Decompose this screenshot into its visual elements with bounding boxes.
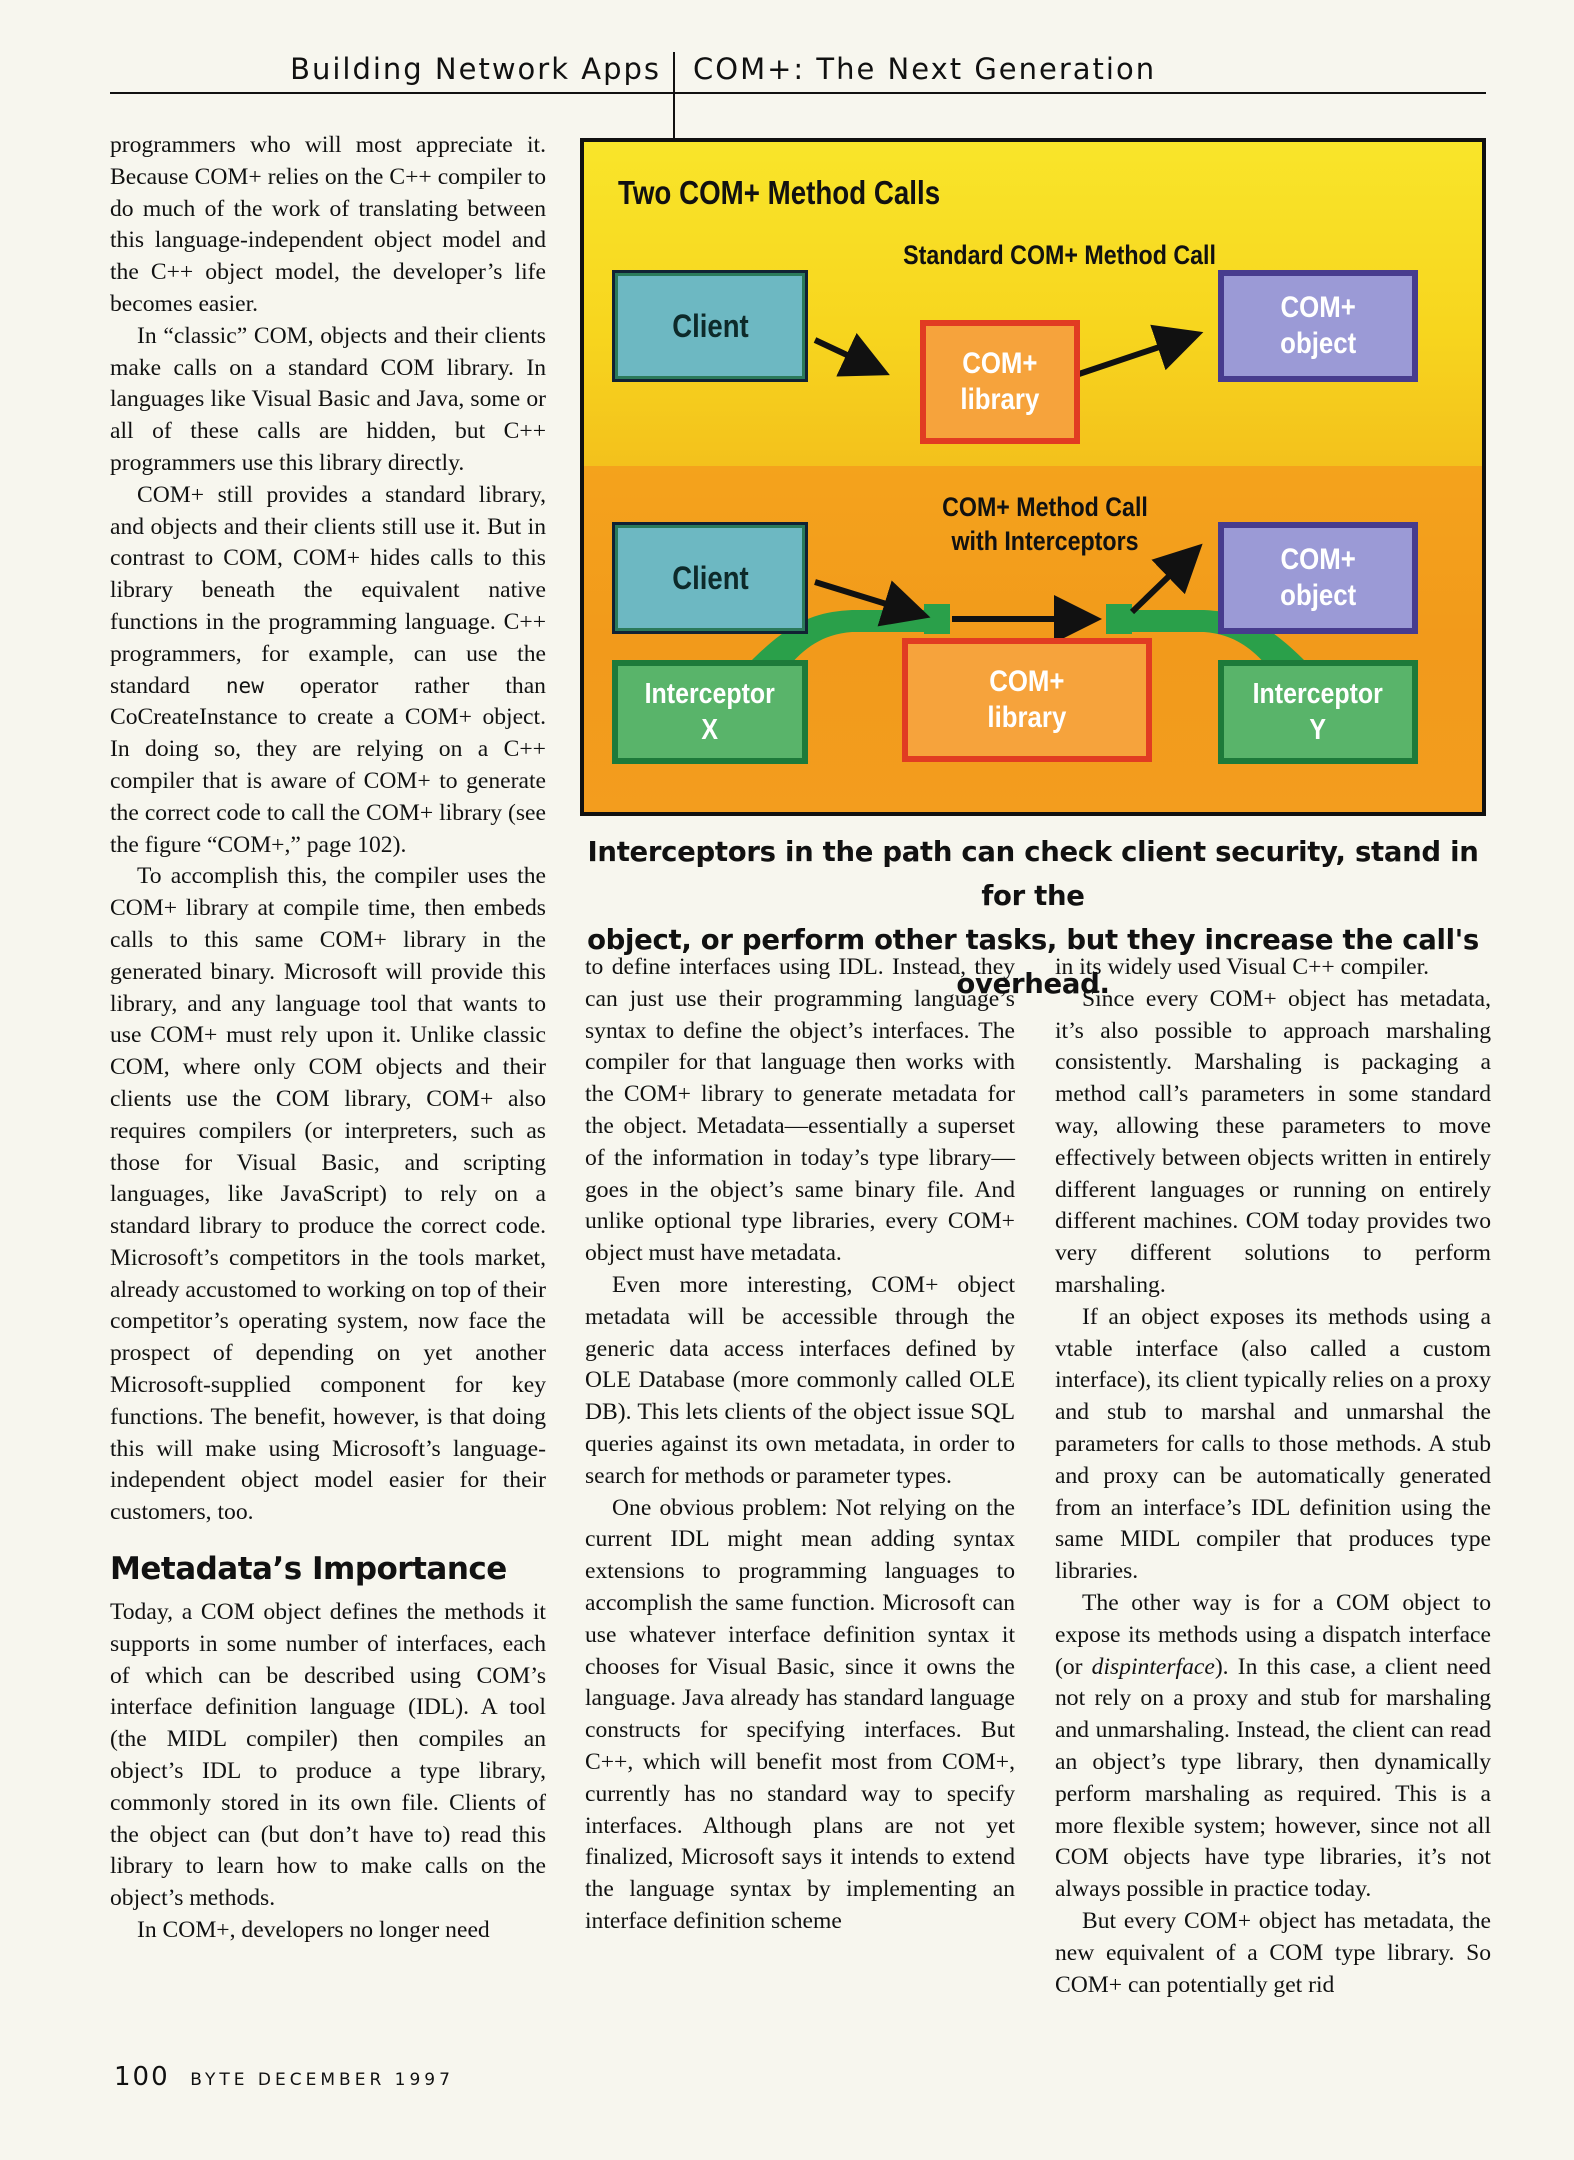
paragraph: The other way is for a COM object to expose its methods using a dispatch interface (or dispinterface). In this case, a client need not rely on a proxy and stub for marshaling and unmarshaling. Instead, the client can read an object’s type library, then dynamically perform marshaling as required. This is a more flexible system; however, since not all COM objects have type libraries, it’s not always possible in practice today. — [1055, 1589, 1491, 1903]
com-object-box-top: COM+ object — [1218, 270, 1418, 382]
emphasis: dispinterface — [1091, 1653, 1215, 1680]
paragraph: in its widely used Visual C++ compiler. — [1055, 954, 1430, 980]
paragraph: Since every COM+ object has metadata, it’s also possible to approach marshaling consistently. Marshaling is packaging a method call’s parameters in some standard way, allowing these parameters to move effectively between objects written in entirely different languages or running on entirely different machines. COM today provides two very different solutions to perform marshaling. — [1055, 985, 1491, 1298]
client-box-top: Client — [612, 270, 808, 382]
figure-caption: Interceptors in the path can check client security, stand in for the object, or perform other tasks, but they increase the call's overhead. — [587, 836, 1479, 1000]
article-title: COM+: The Next Generation — [693, 52, 1157, 86]
paragraph: to define interfaces using IDL. Instead, they can just use their programming language’s syntax to define the object’s interfaces. The compiler for that language then works with the COM+ library to generate metadata for the object. Metadata—essentially a superset of the information in today’s type library—goes in the object’s same binary file. And unlike optional type libraries, every COM+ object must have metadata. — [585, 954, 1015, 1267]
page-number: 100 — [114, 2062, 170, 2092]
com-library-box-top: COM+ library — [920, 320, 1080, 444]
magazine-issue: BYTE DECEMBER 1997 — [190, 2070, 454, 2090]
figure-title: Two COM+ Method Calls — [618, 174, 941, 211]
figure-com-method-calls — [580, 138, 1486, 816]
interceptor-port-right — [1106, 604, 1132, 634]
standard-call-label: Standard COM+ Method Call — [903, 240, 1216, 270]
section-heading: Metadata’s Importance — [110, 1551, 507, 1588]
interceptor-call-label: COM+ Method Call with Interceptors — [942, 492, 1148, 556]
com-object-box-bottom: COM+ object — [1218, 522, 1418, 634]
column-3 — [1055, 952, 1491, 2001]
paragraph: To accomplish this, the compiler uses the COM+ library at compile time, then embeds calls to this same COM+ library in the generated binary. Microsoft will provide this library, and any language tool that wants to use COM+ must rely upon it. Unlike classic COM, where only COM objects and their clients use the COM library, COM+ also requires compilers (or interpreters, such as those for Visual Basic, and scripting languages, like JavaScript) to rely on a standard library to produce the correct code. Microsoft’s competitors in the tools market, already accustomed to working on top of their competitor’s operating system, now face the prospect of depending on yet another Microsoft-supplied component for key functions. The benefit, however, is that doing this will make using Microsoft’s language-independent object model easier for their customers, too. — [110, 863, 546, 1526]
paragraph: Today, a COM object defines the methods it supports in some number of interfaces, each of which can be described using COM’s interface definition language (IDL). A tool (the MIDL compiler) then compiles an object’s IDL to produce a type library, commonly stored in its own file. Clients of the object can (but don’t have to) read this library to learn how to make calls on the object’s methods. — [110, 1599, 546, 1912]
arrow-library-to-object — [1079, 336, 1192, 374]
header-rule — [110, 92, 1486, 94]
com-library-box-bottom: COM+ library — [902, 638, 1152, 762]
arrow-client-to-library — [815, 340, 879, 370]
header-divider — [673, 52, 675, 144]
paragraph: programmers who will most appreciate it. Because COM+ relies on the C++ compiler to do much of the work of translating between this language-independent object model and the C++ object model, the developer’s life becomes easier. — [110, 132, 546, 317]
paragraph: In COM+, developers no longer need — [137, 1917, 490, 1944]
arrow-client-to-interceptor — [815, 582, 919, 614]
column-2 — [585, 952, 1015, 1938]
code-keyword: new — [225, 673, 264, 698]
arrow-interceptor-to-object — [1132, 552, 1194, 612]
section-title: Building Network Apps — [290, 52, 661, 86]
paragraph: COM+ still provides a standard library, and objects and their clients still use it. But in contrast to COM, COM+ hides calls to this library beneath the equivalent native functions in the programming language. C++ programmers, for example, can use the standard new operator rather than CoCreateInstance to create a COM+ object. In doing so, they are relying on a C++ compiler that is aware of COM+ to generate the correct code to call the COM+ library (see the figure “COM+,” page 102). — [110, 481, 546, 858]
interceptor-y-box: Interceptor Y — [1218, 660, 1418, 764]
paragraph: One obvious problem: Not relying on the current IDL might mean adding syntax extensions to programming languages to accomplish the same function. Microsoft can use whatever interface definition syntax it chooses for Visual Basic, since it owns the language. Java already has standard language constructs for specifying interfaces. But C++, which will benefit most from COM+, currently has no standard way to specify interfaces. Although plans are not yet finalized, Microsoft says it intends to extend the language syntax by implementing an interface definition scheme — [585, 1494, 1015, 1934]
column-1 — [110, 130, 546, 1947]
running-head — [110, 52, 1486, 96]
interceptor-x-box: Interceptor X — [612, 660, 808, 764]
interceptor-port-left — [924, 604, 950, 634]
paragraph: In “classic” COM, objects and their clients make calls on a standard COM library. In languages like Visual Basic and Java, some or all of these calls are hidden, but C++ programmers use this library directly. — [110, 322, 546, 476]
paragraph: Even more interesting, COM+ object metadata will be accessible through the generic data access interfaces defined by OLE Database (more commonly called OLE DB). This lets clients of the object issue SQL queries against its own metadata, in order to search for methods or parameter types. — [585, 1271, 1015, 1489]
paragraph: But every COM+ object has metadata, the new equivalent of a COM type library. So COM+ can potentially get rid — [1055, 1907, 1491, 1998]
paragraph: If an object exposes its methods using a vtable interface (also called a custom interface), its client typically relies on a proxy and stub to marshal and unmarshal the parameters for calls to those methods. A stub and proxy can be automatically generated from an interface’s IDL definition using the same MIDL compiler that produces type libraries. — [1055, 1303, 1491, 1585]
page-folio — [114, 2062, 454, 2092]
client-box-bottom: Client — [612, 522, 808, 634]
